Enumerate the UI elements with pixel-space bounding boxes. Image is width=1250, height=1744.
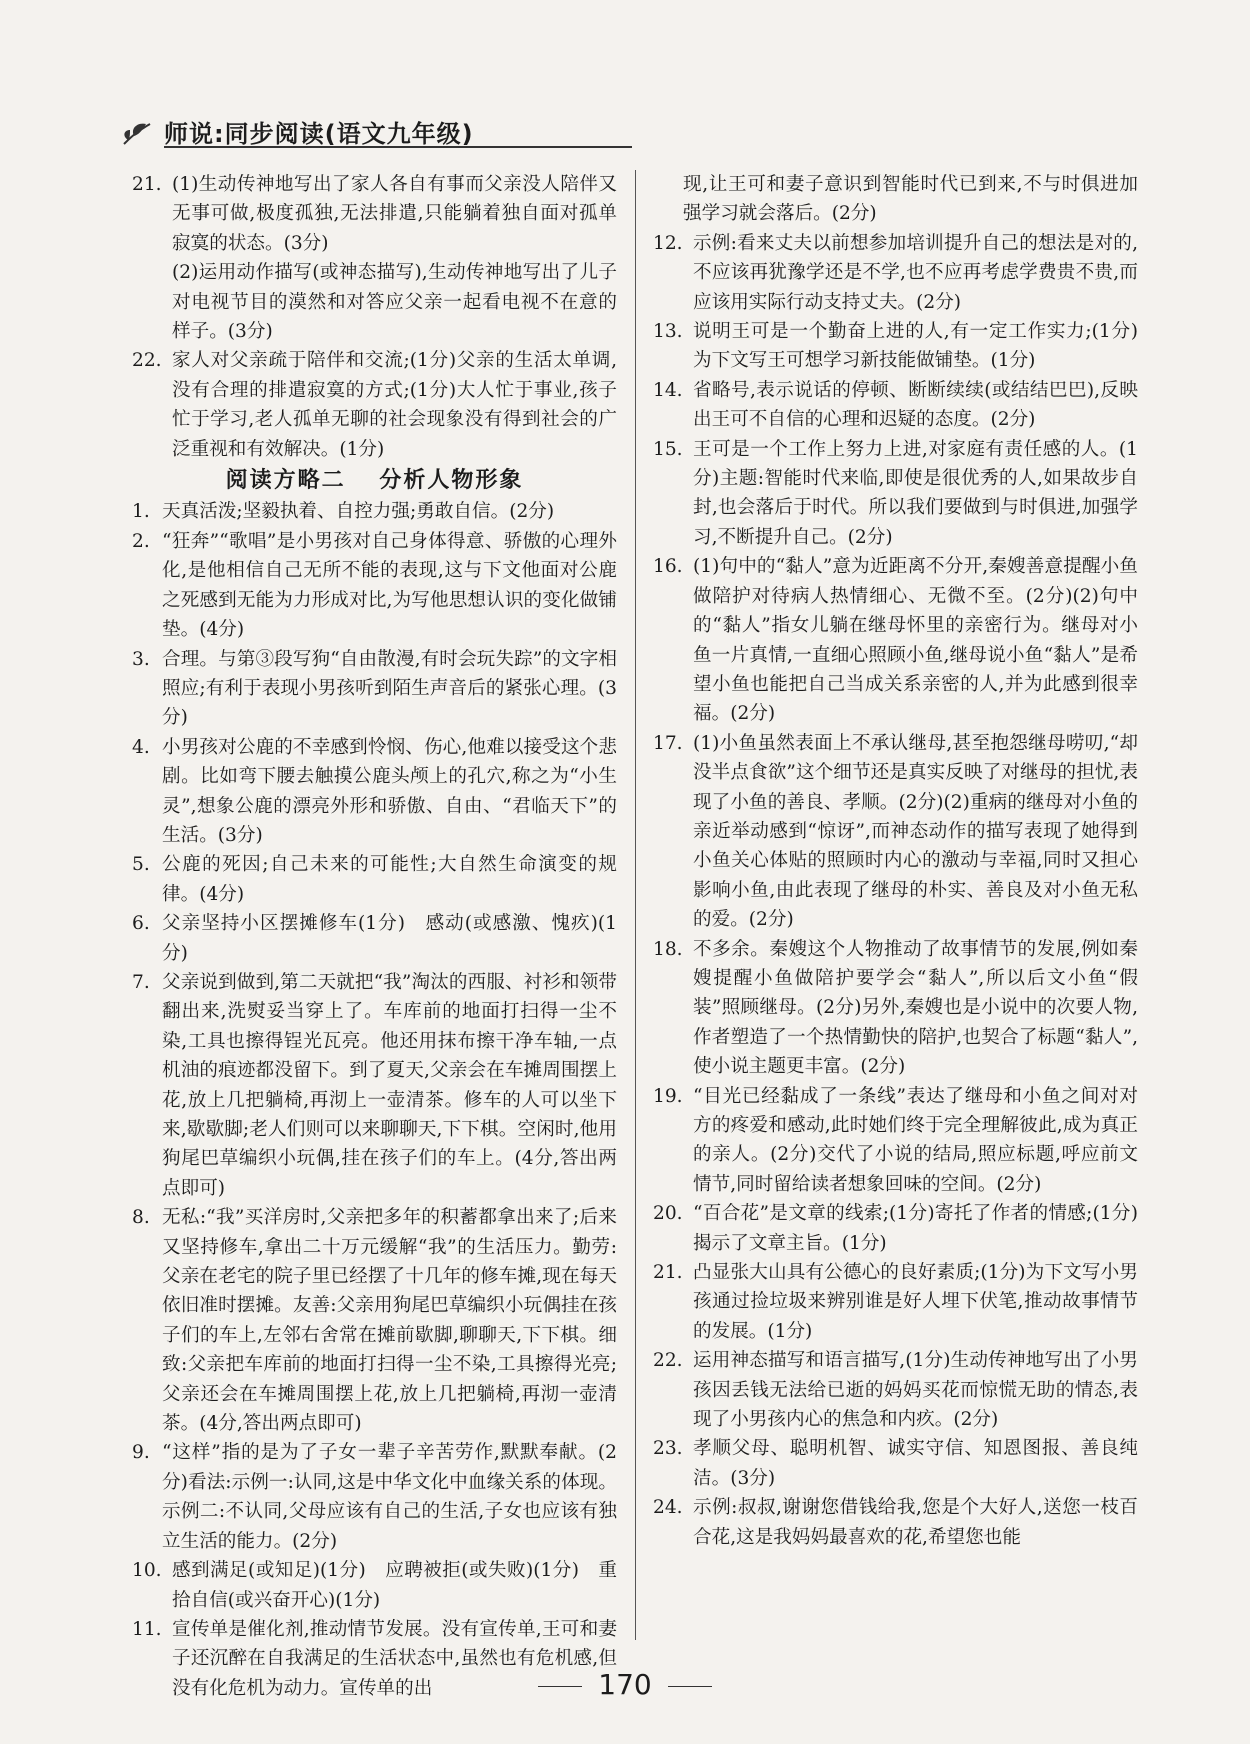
answer-item: 21. (1)生动传神地写出了家人各自有事而父亲没人陪伴又无事可做,极度孤独,无法排遣,只能躺着独自面对孤单寂寞的状态。(3分): [132, 174, 617, 254]
right-column: [653, 170, 1138, 1552]
page-number: 170: [598, 1668, 652, 1701]
section-heading: [132, 466, 617, 495]
answer-item: 14. 省略号,表示说话的停顿、断断续续(或结结巴巴),反映出王可不自信的心理和迟疑的态度。(2分): [653, 379, 1138, 431]
answer-item: 12. 示例:看来丈夫以前想参加培训提升自己的想法是对的,不应该再犹豫学还是不学,也不应再考虑学费贵不贵,而应该用实际行动支持丈夫。(2分): [653, 232, 1138, 313]
answer-item: (2)运用动作描写(或神态描写),生动传神地写出了儿子对电视节目的漠然和对答应父亲一起看电视不在意的样子。(3分): [172, 262, 617, 343]
header-rule: [164, 146, 632, 148]
footer-dash: [538, 1686, 582, 1687]
answer-item: 8. 无私:“我”买洋房时,父亲把多年的积蓄都拿出来了;后来又坚持修车,拿出二十万元缓解“我”的生活压力。勤劳:父亲在老宅的院子里已经摆了十几年的修车摊,现在每天依旧准时摆摊。友善:父亲用狗尾巴草编织小玩偶挂在孩子们的车上,左邻右舍常在摊前歇脚,聊聊天,下下棋。细致:父亲把车库前的地面打扫得一尘不染,工具擦得光亮;父亲还会在车摊周围摆上花,放上几把躺椅,再沏一壶清茶。(4分,答出两点即可): [132, 1207, 617, 1435]
answer-item: 15. 王可是一个工作上努力上进,对家庭有责任感的人。(1分)主题:智能时代来临,即使是很优秀的人,如果故步自封,也会落后于时代。所以我们要做到与时俱进,加强学习,不断提升自己。(2分): [653, 438, 1138, 548]
column-divider: [635, 170, 636, 1640]
leaf-icon: [120, 118, 158, 152]
answer-item: 6. 父亲坚持小区摆摊修车(1分) 感动(或感激、愧疚)(1分): [132, 913, 617, 964]
answer-item: 10. 感到满足(或知足)(1分) 应聘被拒(或失败)(1分) 重拾自信(或兴奋开心)(1分): [132, 1560, 617, 1611]
answer-item: 11. 宣传单是催化剂,推动情节发展。没有宣传单,王可和妻子还沉醉在自我满足的生活状态中,虽然也有危机感,但没有化危机为动力。宣传单的出: [132, 1618, 617, 1699]
answer-item: 18. 不多余。秦嫂这个人物推动了故事情节的发展,例如秦嫂提醒小鱼做陪护要学会“黏人”,所以后文小鱼“假装”照顾继母。(2分)另外,秦嫂也是小说中的次要人物,作者塑造了一个热情勤快的陪护,也契合了标题“黏人”,使小说主题更丰富。(2分): [653, 938, 1138, 1078]
page-header: [120, 112, 520, 152]
header-title: 师说:同步阅读(语文九年级): [164, 120, 474, 148]
answer-item: 21. 凸显张大山具有公德心的良好素质;(1分)为下文写小男孩通过捡垃圾来辨别谁是好人埋下伏笔,推动故事情节的发展。(1分): [653, 1262, 1138, 1342]
answer-item: 13. 说明王可是一个勤奋上进的人,有一定工作实力;(1分)为下文写王可想学习新技能做铺垫。(1分): [653, 321, 1138, 372]
answer-item: 19. “目光已经黏成了一条线”表达了继母和小鱼之间对对方的疼爱和感动,此时她们终于完全理解彼此,成为真正的亲人。(2分)交代了小说的结局,照应标题,呼应前文情节,同时留给读者想象回味的空间。(2分): [653, 1085, 1138, 1195]
answer-item: 20. “百合花”是文章的线索;(1分)寄托了作者的情感;(1分)揭示了文章主旨。(1分): [653, 1203, 1138, 1254]
answer-item: 16. (1)句中的“黏人”意为近距离不分开,秦嫂善意提醒小鱼做陪护对待病人热情细心、无微不至。(2分)(2)句中的“黏人”指女儿躺在继母怀里的亲密行为。继母对小鱼一片真情,一直细心照顾小鱼,继母说小鱼“黏人”是希望小鱼也能把自己当成关系亲密的人,并为此感到很幸福。(2分): [653, 556, 1138, 725]
answer-item: 1. 天真活泼;坚毅执着、自控力强;勇敢自信。(2分): [132, 501, 555, 523]
section-name: 分析人物形象: [379, 468, 524, 494]
answer-item: 9. “这样”指的是为了子女一辈子辛苦劳作,默默奉献。(2分)看法:示例一:认同,这是中华文化中血缘关系的体现。示例二:不认同,父母应该有自己的生活,子女也应该有独立生活的能力。(2分): [132, 1442, 617, 1552]
answer-item: 2. “狂奔”“歌唱”是小男孩对自己身体得意、骄傲的心理外化,是他相信自己无所不能的表现,这与下文他面对公鹿之死感到无能为力形成对比,为写他思想认识的变化做铺垫。(4分): [132, 530, 617, 641]
answer-item: 22. 运用神态描写和语言描写,(1分)生动传神地写出了小男孩因丢钱无法给已逝的妈妈买花而惊慌无助的情态,表现了小男孩内心的焦急和内疚。(2分): [653, 1350, 1138, 1431]
answer-item: 3. 合理。与第③段写狗“自由散漫,有时会玩失踪”的文字相照应;有利于表现小男孩听到陌生声音后的紧张心理。(3分): [132, 648, 617, 729]
section-label: 阅读方略二: [225, 468, 346, 494]
footer-dash: [668, 1686, 712, 1687]
answer-item: 7. 父亲说到做到,第二天就把“我”淘汰的西服、衬衫和领带翻出来,洗熨妥当穿上了。车库前的地面打扫得一尘不染,工具也擦得锃光瓦亮。他还用抹布擦干净车轴,一点机油的痕迹都没留下。到了夏天,父亲会在车摊周围摆上花,放上几把躺椅,再沏上一壶清茶。修车的人可以坐下来,歇歇脚;老人们则可以来聊聊天,下下棋。空闲时,他用狗尾巴草编织小玩偶,挂在孩子们的车上。(4分,答出两点即可): [132, 971, 617, 1199]
answer-item: 24. 示例:叔叔,谢谢您借钱给我,您是个大好人,送您一枝百合花,这是我妈妈最喜欢的花,希望您也能: [653, 1497, 1138, 1548]
answer-item: 23. 孝顺父母、聪明机智、诚实守信、知恩图报、善良纯洁。(3分): [653, 1438, 1138, 1489]
answer-item: 5. 公鹿的死因;自己未来的可能性;大自然生命演变的规律。(4分): [132, 854, 617, 905]
answer-continuation: 现,让王可和妻子意识到智能时代已到来,不与时俱进加强学习就会落后。(2分): [683, 174, 1138, 225]
answer-item: 17. (1)小鱼虽然表面上不承认继母,甚至抱怨继母唠叨,“却没半点食欲”这个细节还是真实反映了对继母的担忧,表现了小鱼的善良、孝顺。(2分)(2)重病的继母对小鱼的亲近举动感到“惊讶”,而神态动作的描写表现了她得到小鱼关心体贴的照顾时内心的激动与幸福,同时又担心影响小鱼,由此表现了继母的朴实、善良及对小鱼无私的爱。(2分): [653, 732, 1138, 931]
answer-item: 4. 小男孩对公鹿的不幸感到怜悯、伤心,他难以接受这个悲剧。比如弯下腰去触摸公鹿头颅上的孔穴,称之为“小生灵”,想象公鹿的漂亮外形和骄傲、自由、“君临天下”的生活。(3分): [132, 736, 617, 846]
answer-item: 22. 家人对父亲疏于陪伴和交流;(1分)父亲的生活太单调,没有合理的排遣寂寞的方式;(1分)大人忙于事业,孩子忙于学习,老人孤单无聊的社会现象没有得到社会的广泛重视和有效解决。(1分): [132, 350, 617, 460]
page-footer: [0, 1668, 1250, 1701]
left-column: [132, 170, 617, 1703]
